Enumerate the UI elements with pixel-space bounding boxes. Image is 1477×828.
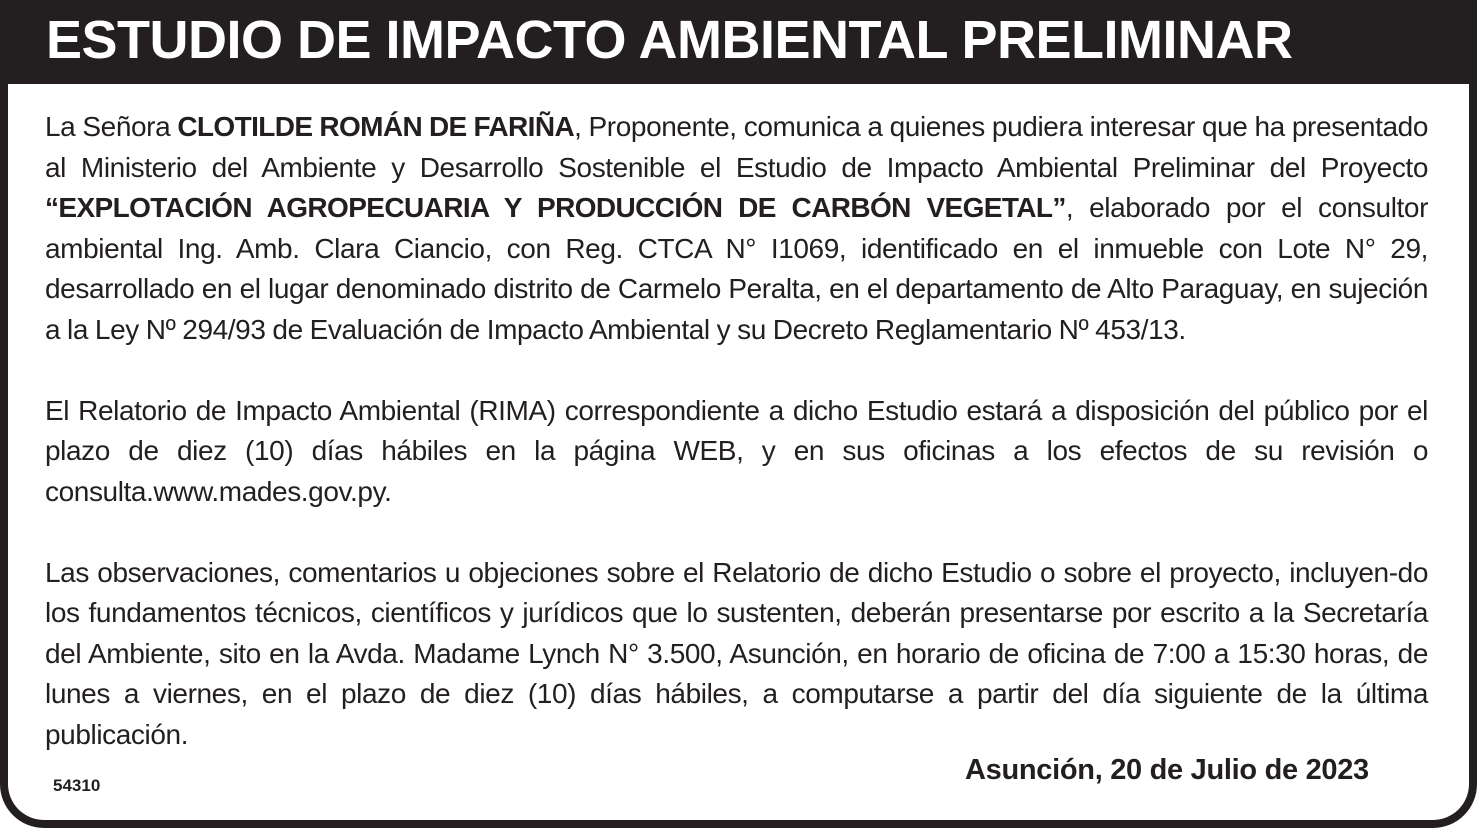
title-bar (0, 0, 1477, 84)
reference-code: 54310 (53, 776, 101, 795)
proponent-name: CLOTILDE ROMÁN DE FARIÑA (177, 111, 575, 142)
paragraph-announcement-part3: , elaborado por el consultor ambiental Ing. Amb. Clara Ciancio, con Reg. CTCA N° I1069, identificado en el inmueble con Lote N° 29, desarrollado en el lugar denominado distrito de Carmelo Peralta, en el departamento de Alto Paraguay, en sujeción a la Ley Nº 294/93 de Evaluación de Impacto Ambiental y su Decreto Reglamentario Nº 453/13. (45, 192, 1428, 345)
publication-date: Asunción, 20 de Julio de 2023 (965, 754, 1369, 786)
paragraph-announcement (45, 107, 1428, 350)
paragraph-announcement-part2: , Proponente, comunica a quienes pudiera interesar que ha presentado al Ministerio del Ambiente y Desarrollo Sostenible el Estudio de Impacto Ambiental Preliminar del Proyecto (45, 111, 1428, 183)
paragraph-observations: Las observaciones, comentarios u objeciones sobre el Relatorio de dicho Estudio o sobre el proyecto, incluyen-do los fundamentos técnicos, científicos y jurídicos que lo sustenten, deberán presentarse por escrito a la Secretaría del Ambiente, sito en la Avda. Madame Lynch N° 3.500, Asunción, en horario de oficina de 7:00 a 15:30 horas, de lunes a viernes, en el plazo de diez (10) días hábiles, a computarse a partir del día siguiente de la última publicación. (45, 556, 1428, 750)
paragraph-announcement-part1: La Señora (45, 111, 178, 142)
project-name: “EXPLOTACIÓN AGROPECUARIA Y PRODUCCIÓN DE CARBÓN VEGETAL” (45, 192, 1066, 223)
paragraph-rima-availability: El Relatorio de Impacto Ambiental (RIMA) correspondiente a dicho Estudio estará a disposición del público por el plazo de diez (10) días hábiles en la página WEB, y en sus oficinas a los efectos de su revisión o consulta.www.mades.gov.py. (45, 394, 1428, 507)
notice-title: ESTUDIO DE IMPACTO AMBIENTAL PRELIMINAR (46, 10, 1293, 70)
notice-body (45, 107, 1428, 796)
